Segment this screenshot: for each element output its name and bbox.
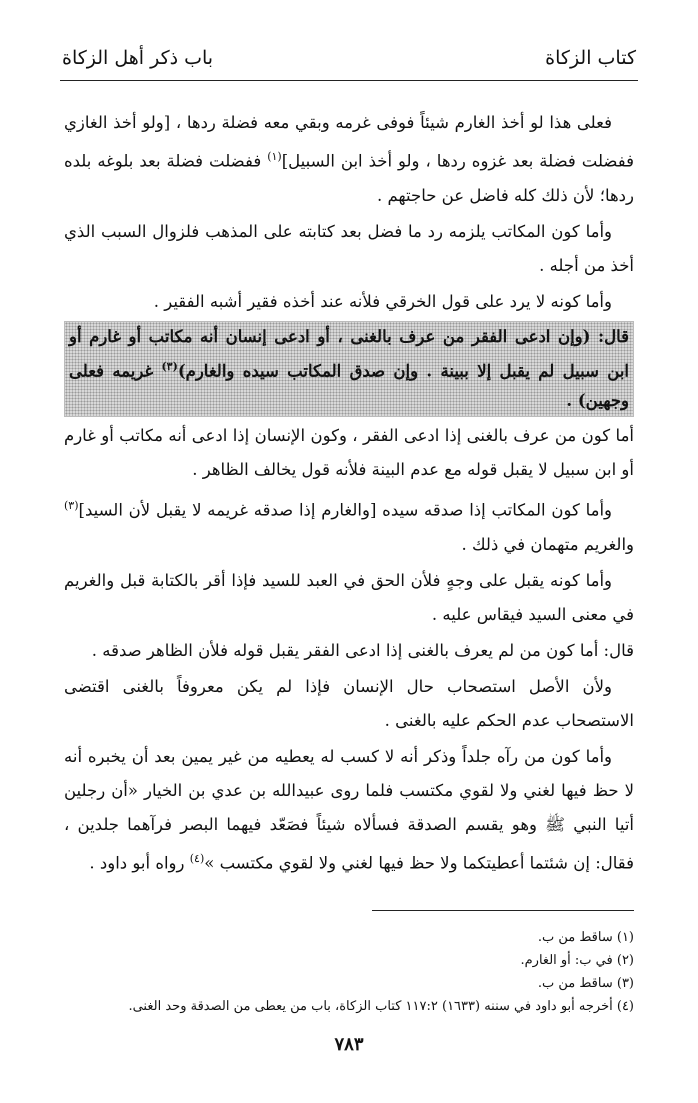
main-text (64, 106, 634, 882)
paragraph-3: وأما كونه لا يرد على قول الخرقي فلأنه عند أخذه فقير أشبه الفقير . (153, 291, 612, 311)
paragraph-5-text: وأما كون المكاتب إذا صدقه سيده [والغارم إذا صدقه غريمه لا يقبل لأن السيد] (78, 500, 612, 520)
footnotes (64, 926, 634, 1018)
paragraph-5 (64, 489, 634, 562)
paragraph-7: قال: أما كون من لم يعرف بالغنى إذا ادعى الفقر يقبل قوله فلأن الظاهر صدقه . (91, 640, 634, 660)
quote-text: قال: (وإن ادعى الفقر من عرف بالغنى ، أو ادعى إنسان أنه مكاتب أو غارم أو ابن سبيل لم يقبل إلا ببينة . وإن صدق المكاتب سيده والغارم) (69, 326, 629, 380)
paragraph-6: وأما كونه يقبل على وجهٍ فلأن الحق في العبد للسيد فإذا أقر بالكتابة قبل والغريم في معنى السيد فيقاس عليه . (64, 570, 634, 624)
footnote-3: (٣) ساقط من ب. (537, 976, 634, 991)
running-header (62, 40, 636, 76)
paragraph-1 (64, 106, 634, 213)
quote-tail: غريمه فعلى وجهين) . (69, 361, 629, 410)
header-divider (60, 80, 638, 81)
paragraph-2: وأما كون المكاتب يلزمه رد ما فضل بعد كتابته على المذهب فلزوال السبب الذي أخذ من أجله . (64, 221, 634, 275)
paragraph-1-text: فعلى هذا لو أخذ الغارم شيئاً فوفى غرمه وبقي معه فضلة ردها ، [ولو أخذ الغازي ففضلت فضلة بعد غزوه ردها ، ولو أخذ ابن السبيل] (64, 113, 634, 171)
paragraph-8: ولأن الأصل استصحاب حال الإنسان فإذا لم يكن معروفاً بالغنى اقتضى الاستصحاب عدم الحكم عليه بالغنى . (64, 676, 634, 730)
paragraph-4: أما كون من عرف بالغنى إذا ادعى الفقر ، وكون الإنسان إذا ادعى أنه مكاتب أو غارم أو ابن سبيل لا يقبل قوله مع عدم البينة فلأنه قول يخالف الظاهر . (64, 426, 634, 479)
footnote-divider (372, 910, 634, 911)
page-number: ٧٨٣ (334, 1034, 364, 1055)
paragraph-5-tail: والغريم متهمان في ذلك . (461, 534, 634, 554)
footnote-ref-1: (١) (267, 150, 282, 163)
paragraph-9 (64, 740, 634, 881)
paragraph-1-tail: ففضلت فضلة بعد بلوغه بلده ردها؛ لأن ذلك كله فاضل عن حاجتهم . (64, 151, 634, 205)
header-chapter-title: باب ذكر أهل الزكاة (62, 47, 214, 69)
footnote-1: (١) ساقط من ب. (537, 930, 634, 945)
matn-quote-block (64, 321, 634, 418)
paragraph-9-tail: رواه أبو داود . (89, 853, 190, 872)
footnote-ref-2: (٣) (161, 359, 178, 373)
footnote-4: (٤) أخرجه أبو داود في سننه (١٦٣٣) ١١٧:٢ كتاب الزكاة، باب من يعطى من الصدقة وحد الغنى. (128, 999, 634, 1014)
footnote-ref-4: (٤) (189, 851, 205, 865)
footnote-ref-3: (٣) (64, 499, 79, 512)
paragraph-9-text: وأما كون من رآه جلداً وذكر أنه لا كسب له يعطيه من غير يمين بعد أن يخبره أنه لا حظ فيها لغني ولا لقوي مكتسب فلما روى عبيدالله بن عدي بن الخيار «أن رجلين أتيا النبي ﷺ وهو يقسم الصدقة فسألاه شيئاً فصَعّد فيهما البصر فرآهما جلدين ، فقال: إن شئتما أعطيتكما ولا حظ فيها لغني ولا لقوي مكتسب » (64, 746, 634, 872)
footnote-2: (٢) في ب: أو الغارم. (520, 953, 634, 968)
header-book-title: كتاب الزكاة (545, 47, 636, 69)
